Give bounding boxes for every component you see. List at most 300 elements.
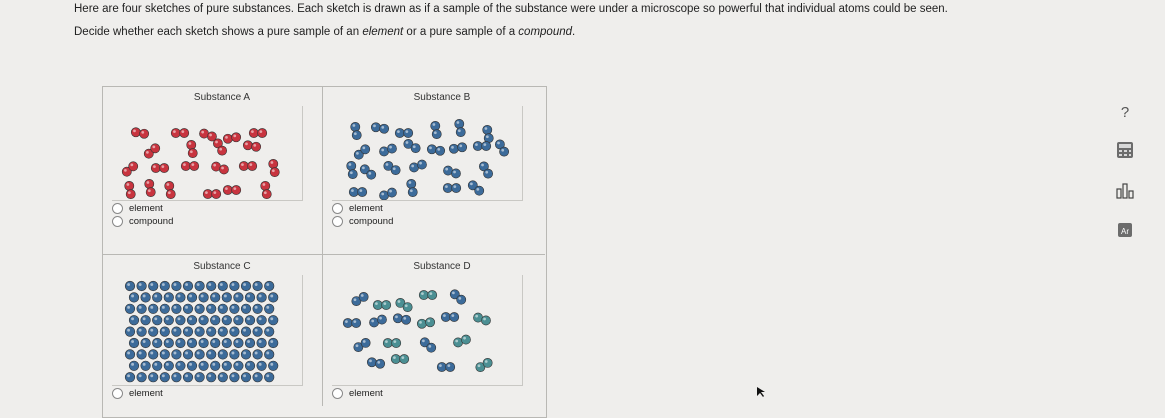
atom bbox=[367, 358, 376, 367]
atom-highlight bbox=[189, 340, 192, 343]
atom-highlight bbox=[485, 127, 488, 130]
atom bbox=[129, 338, 139, 348]
mouse-cursor-icon bbox=[756, 386, 766, 398]
atom-highlight bbox=[266, 329, 269, 332]
substance-b-option-compound[interactable]: compound bbox=[332, 215, 552, 227]
atom bbox=[164, 361, 174, 371]
atom bbox=[268, 361, 278, 371]
atom-highlight bbox=[209, 134, 212, 137]
atom-highlight bbox=[458, 297, 461, 300]
atom-highlight bbox=[215, 141, 218, 144]
atom bbox=[206, 281, 216, 291]
substance-a-sketch bbox=[112, 106, 303, 201]
atom bbox=[391, 166, 400, 175]
substance-b-title: Substance B bbox=[413, 92, 471, 103]
radio-button[interactable] bbox=[332, 388, 343, 399]
atom-highlight bbox=[393, 356, 396, 359]
atom-highlight bbox=[437, 148, 440, 151]
atom-highlight bbox=[475, 143, 478, 146]
atom bbox=[373, 300, 382, 309]
atom-highlight bbox=[139, 374, 142, 377]
radio-button[interactable] bbox=[332, 203, 343, 214]
atom-highlight bbox=[148, 189, 151, 192]
atom bbox=[393, 314, 402, 323]
atom bbox=[172, 350, 182, 360]
atom-highlight bbox=[185, 374, 188, 377]
atom-highlight bbox=[127, 374, 130, 377]
substance-c-option-element[interactable]: element bbox=[112, 387, 332, 399]
atom-highlight bbox=[405, 304, 408, 307]
atom bbox=[483, 125, 492, 134]
substance-a-molecules bbox=[112, 106, 302, 200]
atom-highlight bbox=[189, 317, 192, 320]
atom bbox=[203, 189, 212, 198]
atom-highlight bbox=[173, 130, 176, 133]
atom-highlight bbox=[405, 130, 408, 133]
atom-highlight bbox=[150, 329, 153, 332]
atom bbox=[239, 161, 248, 170]
atom-highlight bbox=[369, 360, 372, 363]
atom bbox=[241, 350, 251, 360]
atom-highlight bbox=[127, 283, 130, 286]
atom bbox=[417, 160, 426, 169]
atom-highlight bbox=[251, 130, 254, 133]
atom bbox=[164, 338, 174, 348]
atom-highlight bbox=[486, 135, 489, 138]
atom-highlight bbox=[434, 131, 437, 134]
atom-highlight bbox=[166, 295, 169, 298]
atom bbox=[166, 190, 175, 199]
atom bbox=[352, 318, 361, 327]
atom-highlight bbox=[205, 191, 208, 194]
atom bbox=[404, 128, 413, 137]
atom-highlight bbox=[127, 183, 130, 186]
atom bbox=[210, 293, 220, 303]
atom bbox=[419, 290, 428, 299]
substance-c-sketch bbox=[112, 275, 303, 386]
atom-highlight bbox=[501, 149, 504, 152]
atom bbox=[199, 338, 209, 348]
atom-highlight bbox=[481, 164, 484, 167]
atom-highlight bbox=[483, 318, 486, 321]
atom-highlight bbox=[139, 283, 142, 286]
atom-highlight bbox=[453, 185, 456, 188]
atom-highlight bbox=[162, 306, 165, 309]
atom-highlight bbox=[131, 340, 134, 343]
atom-highlight bbox=[362, 147, 365, 150]
atom-highlight bbox=[189, 142, 192, 145]
atom bbox=[145, 179, 154, 188]
atom-highlight bbox=[354, 298, 357, 301]
atom-highlight bbox=[224, 295, 227, 298]
atom bbox=[183, 304, 193, 314]
atom bbox=[148, 281, 158, 291]
atom-highlight bbox=[174, 352, 177, 355]
atom-highlight bbox=[197, 329, 200, 332]
atom-highlight bbox=[353, 124, 356, 127]
atom bbox=[187, 140, 196, 149]
atom-highlight bbox=[143, 317, 146, 320]
instructions-question: Decide whether each sketch shows a pure sample of an element or a pure sample of a compound. bbox=[74, 26, 576, 38]
atom bbox=[428, 290, 437, 299]
calculator-button[interactable] bbox=[1112, 140, 1138, 160]
atom bbox=[195, 304, 205, 314]
atom bbox=[395, 128, 404, 137]
atom-highlight bbox=[197, 306, 200, 309]
atom-highlight bbox=[201, 340, 204, 343]
atom bbox=[253, 372, 263, 382]
atom-highlight bbox=[419, 321, 422, 324]
atom bbox=[223, 185, 232, 194]
atom-highlight bbox=[181, 130, 184, 133]
atom bbox=[380, 124, 389, 133]
atom bbox=[245, 293, 255, 303]
atom bbox=[176, 315, 186, 325]
atom-highlight bbox=[189, 363, 192, 366]
atom bbox=[148, 304, 158, 314]
atom bbox=[171, 128, 180, 137]
atom-highlight bbox=[264, 191, 267, 194]
atom bbox=[268, 315, 278, 325]
atom bbox=[125, 350, 135, 360]
substance-d-option-element[interactable]: element bbox=[332, 387, 552, 399]
atom bbox=[164, 293, 174, 303]
atom-highlight bbox=[259, 363, 262, 366]
atom-highlight bbox=[185, 306, 188, 309]
atom bbox=[264, 304, 274, 314]
substance-b-option-element[interactable]: element bbox=[332, 202, 552, 214]
substance-d-sketch bbox=[332, 275, 523, 386]
atom-highlight bbox=[497, 142, 500, 145]
atom-highlight bbox=[429, 292, 432, 295]
atom-highlight bbox=[233, 135, 236, 138]
atom bbox=[137, 281, 147, 291]
atom-highlight bbox=[178, 317, 181, 320]
atom bbox=[218, 304, 228, 314]
atom-highlight bbox=[485, 171, 488, 174]
atom bbox=[458, 143, 467, 152]
atom-highlight bbox=[381, 126, 384, 129]
atom bbox=[152, 315, 162, 325]
atom bbox=[241, 372, 251, 382]
atom-highlight bbox=[377, 361, 380, 364]
atom bbox=[253, 350, 263, 360]
atom-highlight bbox=[458, 129, 461, 132]
atom-highlight bbox=[375, 302, 378, 305]
atom-highlight bbox=[150, 283, 153, 286]
atom-highlight bbox=[428, 345, 431, 348]
atom-highlight bbox=[162, 329, 165, 332]
atom bbox=[432, 130, 441, 139]
atom bbox=[152, 361, 162, 371]
atom bbox=[206, 350, 216, 360]
atom-highlight bbox=[131, 295, 134, 298]
atom-highlight bbox=[143, 295, 146, 298]
atom-highlight bbox=[197, 283, 200, 286]
atom-highlight bbox=[272, 169, 275, 172]
atom bbox=[408, 188, 417, 197]
atom bbox=[206, 327, 216, 337]
calculator-icon bbox=[1116, 141, 1134, 159]
atom bbox=[172, 327, 182, 337]
atom bbox=[391, 354, 400, 363]
atom-highlight bbox=[243, 283, 246, 286]
atom bbox=[456, 128, 465, 137]
atom-highlight bbox=[451, 314, 454, 317]
atom bbox=[125, 327, 135, 337]
atom-highlight bbox=[213, 191, 216, 194]
atom bbox=[151, 163, 160, 172]
atom bbox=[232, 133, 241, 142]
atom bbox=[436, 146, 445, 155]
atom bbox=[347, 161, 356, 170]
atom bbox=[230, 350, 240, 360]
atom bbox=[131, 128, 140, 137]
substance-a-option-element[interactable]: element bbox=[112, 202, 332, 214]
atom bbox=[218, 281, 228, 291]
atom-highlight bbox=[185, 352, 188, 355]
atom bbox=[148, 327, 158, 337]
atom bbox=[148, 350, 158, 360]
atom bbox=[195, 372, 205, 382]
atom-highlight bbox=[150, 352, 153, 355]
atom-highlight bbox=[139, 352, 142, 355]
atom-highlight bbox=[213, 164, 216, 167]
atom-highlight bbox=[445, 168, 448, 171]
atom bbox=[218, 327, 228, 337]
atom bbox=[129, 162, 138, 171]
atom-highlight bbox=[397, 130, 400, 133]
atom-highlight bbox=[270, 363, 273, 366]
atom-highlight bbox=[386, 163, 389, 166]
atom bbox=[141, 338, 151, 348]
atom-highlight bbox=[345, 320, 348, 323]
substance-a-panel bbox=[112, 92, 332, 227]
atom-highlight bbox=[259, 295, 262, 298]
atom bbox=[160, 350, 170, 360]
radio-button[interactable] bbox=[112, 216, 123, 227]
atom bbox=[218, 372, 228, 382]
atom bbox=[176, 293, 186, 303]
atom bbox=[180, 128, 189, 137]
atom-highlight bbox=[362, 167, 365, 170]
atom-highlight bbox=[259, 317, 262, 320]
atom bbox=[261, 181, 270, 190]
atom-highlight bbox=[429, 147, 432, 150]
periodic-table-button[interactable] bbox=[1112, 220, 1138, 240]
help-icon: ? bbox=[1120, 103, 1130, 121]
atom bbox=[141, 315, 151, 325]
atom bbox=[243, 141, 252, 150]
atom-highlight bbox=[212, 295, 215, 298]
radio-button[interactable] bbox=[332, 216, 343, 227]
atom bbox=[377, 315, 386, 324]
atom bbox=[268, 293, 278, 303]
atom bbox=[241, 304, 251, 314]
atom-highlight bbox=[427, 320, 430, 323]
atom-highlight bbox=[150, 306, 153, 309]
atom-highlight bbox=[133, 130, 136, 133]
atom-highlight bbox=[219, 148, 222, 151]
atom-highlight bbox=[253, 144, 256, 147]
atom bbox=[160, 327, 170, 337]
atom-highlight bbox=[353, 320, 356, 323]
atom-highlight bbox=[249, 163, 252, 166]
atom-highlight bbox=[236, 340, 239, 343]
atom-highlight bbox=[154, 340, 157, 343]
atom-highlight bbox=[208, 374, 211, 377]
atom-highlight bbox=[421, 292, 424, 295]
atom-highlight bbox=[225, 187, 228, 190]
atom-highlight bbox=[389, 190, 392, 193]
atom bbox=[482, 141, 491, 150]
periodic-table-icon bbox=[1116, 221, 1134, 239]
atom bbox=[125, 181, 134, 190]
atom-highlight bbox=[174, 329, 177, 332]
atom bbox=[137, 350, 147, 360]
atom bbox=[160, 281, 170, 291]
atom bbox=[190, 161, 199, 170]
atom-highlight bbox=[266, 374, 269, 377]
atom bbox=[449, 144, 458, 153]
atom bbox=[222, 293, 232, 303]
atom-highlight bbox=[154, 317, 157, 320]
atom bbox=[151, 144, 160, 153]
atom-highlight bbox=[356, 344, 359, 347]
atom-highlight bbox=[162, 283, 165, 286]
atom bbox=[483, 358, 492, 367]
atom bbox=[137, 304, 147, 314]
atom-highlight bbox=[178, 340, 181, 343]
atom-highlight bbox=[232, 352, 235, 355]
atom bbox=[437, 362, 446, 371]
atom bbox=[187, 315, 197, 325]
atom-highlight bbox=[162, 374, 165, 377]
data-button[interactable] bbox=[1112, 180, 1138, 200]
atom-highlight bbox=[153, 165, 156, 168]
atom bbox=[241, 327, 251, 337]
atom bbox=[245, 338, 255, 348]
atom-highlight bbox=[447, 364, 450, 367]
help-button[interactable] bbox=[1112, 101, 1138, 123]
atom-highlight bbox=[220, 283, 223, 286]
atom bbox=[222, 361, 232, 371]
atom-highlight bbox=[124, 169, 127, 172]
atom bbox=[427, 145, 436, 154]
atom-highlight bbox=[241, 163, 244, 166]
atom bbox=[164, 315, 174, 325]
radio-button[interactable] bbox=[112, 388, 123, 399]
atom bbox=[257, 315, 267, 325]
atom-highlight bbox=[243, 329, 246, 332]
atom-highlight bbox=[259, 130, 262, 133]
atom bbox=[387, 144, 396, 153]
atom-highlight bbox=[243, 352, 246, 355]
atom-highlight bbox=[243, 374, 246, 377]
atom bbox=[152, 293, 162, 303]
atom bbox=[400, 354, 409, 363]
atom-highlight bbox=[127, 329, 130, 332]
atom bbox=[199, 315, 209, 325]
atom-highlight bbox=[185, 283, 188, 286]
atom-highlight bbox=[178, 363, 181, 366]
atom-highlight bbox=[410, 189, 413, 192]
atom bbox=[210, 315, 220, 325]
atom bbox=[457, 295, 466, 304]
atom bbox=[349, 187, 358, 196]
atom-highlight bbox=[247, 340, 250, 343]
atom bbox=[187, 338, 197, 348]
atom bbox=[137, 372, 147, 382]
atom-highlight bbox=[225, 136, 228, 139]
atom-highlight bbox=[361, 294, 364, 297]
atom bbox=[160, 304, 170, 314]
atom-highlight bbox=[245, 143, 248, 146]
atom-highlight bbox=[413, 145, 416, 148]
atom-highlight bbox=[259, 340, 262, 343]
atom-highlight bbox=[236, 317, 239, 320]
atom bbox=[195, 281, 205, 291]
atom bbox=[152, 338, 162, 348]
atom bbox=[222, 315, 232, 325]
atom bbox=[262, 190, 271, 199]
atom-highlight bbox=[127, 352, 130, 355]
atom-highlight bbox=[485, 360, 488, 363]
atom-highlight bbox=[351, 189, 354, 192]
atom bbox=[212, 189, 221, 198]
atom bbox=[218, 146, 227, 155]
atom bbox=[407, 179, 416, 188]
atom-highlight bbox=[174, 374, 177, 377]
atom bbox=[141, 293, 151, 303]
atom-highlight bbox=[406, 141, 409, 144]
atom bbox=[253, 304, 263, 314]
atom bbox=[230, 281, 240, 291]
atom-highlight bbox=[131, 317, 134, 320]
atom bbox=[351, 122, 360, 131]
atom bbox=[160, 163, 169, 172]
atom bbox=[367, 170, 376, 179]
substance-a-option-compound[interactable]: compound bbox=[112, 215, 332, 227]
atom bbox=[264, 281, 274, 291]
atom-highlight bbox=[266, 352, 269, 355]
atom bbox=[176, 361, 186, 371]
instructions-text: Here are four sketches of pure substances. Each sketch is drawn as if a sample of the substance were under a microscope so powerful that individual atoms could be seen. bbox=[74, 3, 948, 15]
atom-highlight bbox=[143, 363, 146, 366]
atom bbox=[129, 293, 139, 303]
substance-d-title: Substance D bbox=[413, 261, 471, 272]
atom-highlight bbox=[266, 306, 269, 309]
atom-highlight bbox=[354, 132, 357, 135]
atom bbox=[257, 293, 267, 303]
radio-button[interactable] bbox=[112, 203, 123, 214]
atom bbox=[176, 338, 186, 348]
atom bbox=[195, 350, 205, 360]
atom bbox=[187, 293, 197, 303]
atom bbox=[181, 161, 190, 170]
atom bbox=[264, 327, 274, 337]
atom-highlight bbox=[212, 363, 215, 366]
chart-icon bbox=[1115, 181, 1135, 199]
atom bbox=[206, 304, 216, 314]
atom bbox=[230, 372, 240, 382]
atom-highlight bbox=[455, 340, 458, 343]
atom bbox=[451, 169, 460, 178]
atom-highlight bbox=[141, 131, 144, 134]
atom-highlight bbox=[247, 295, 250, 298]
atom-highlight bbox=[166, 317, 169, 320]
substance-c-atoms bbox=[112, 275, 302, 385]
